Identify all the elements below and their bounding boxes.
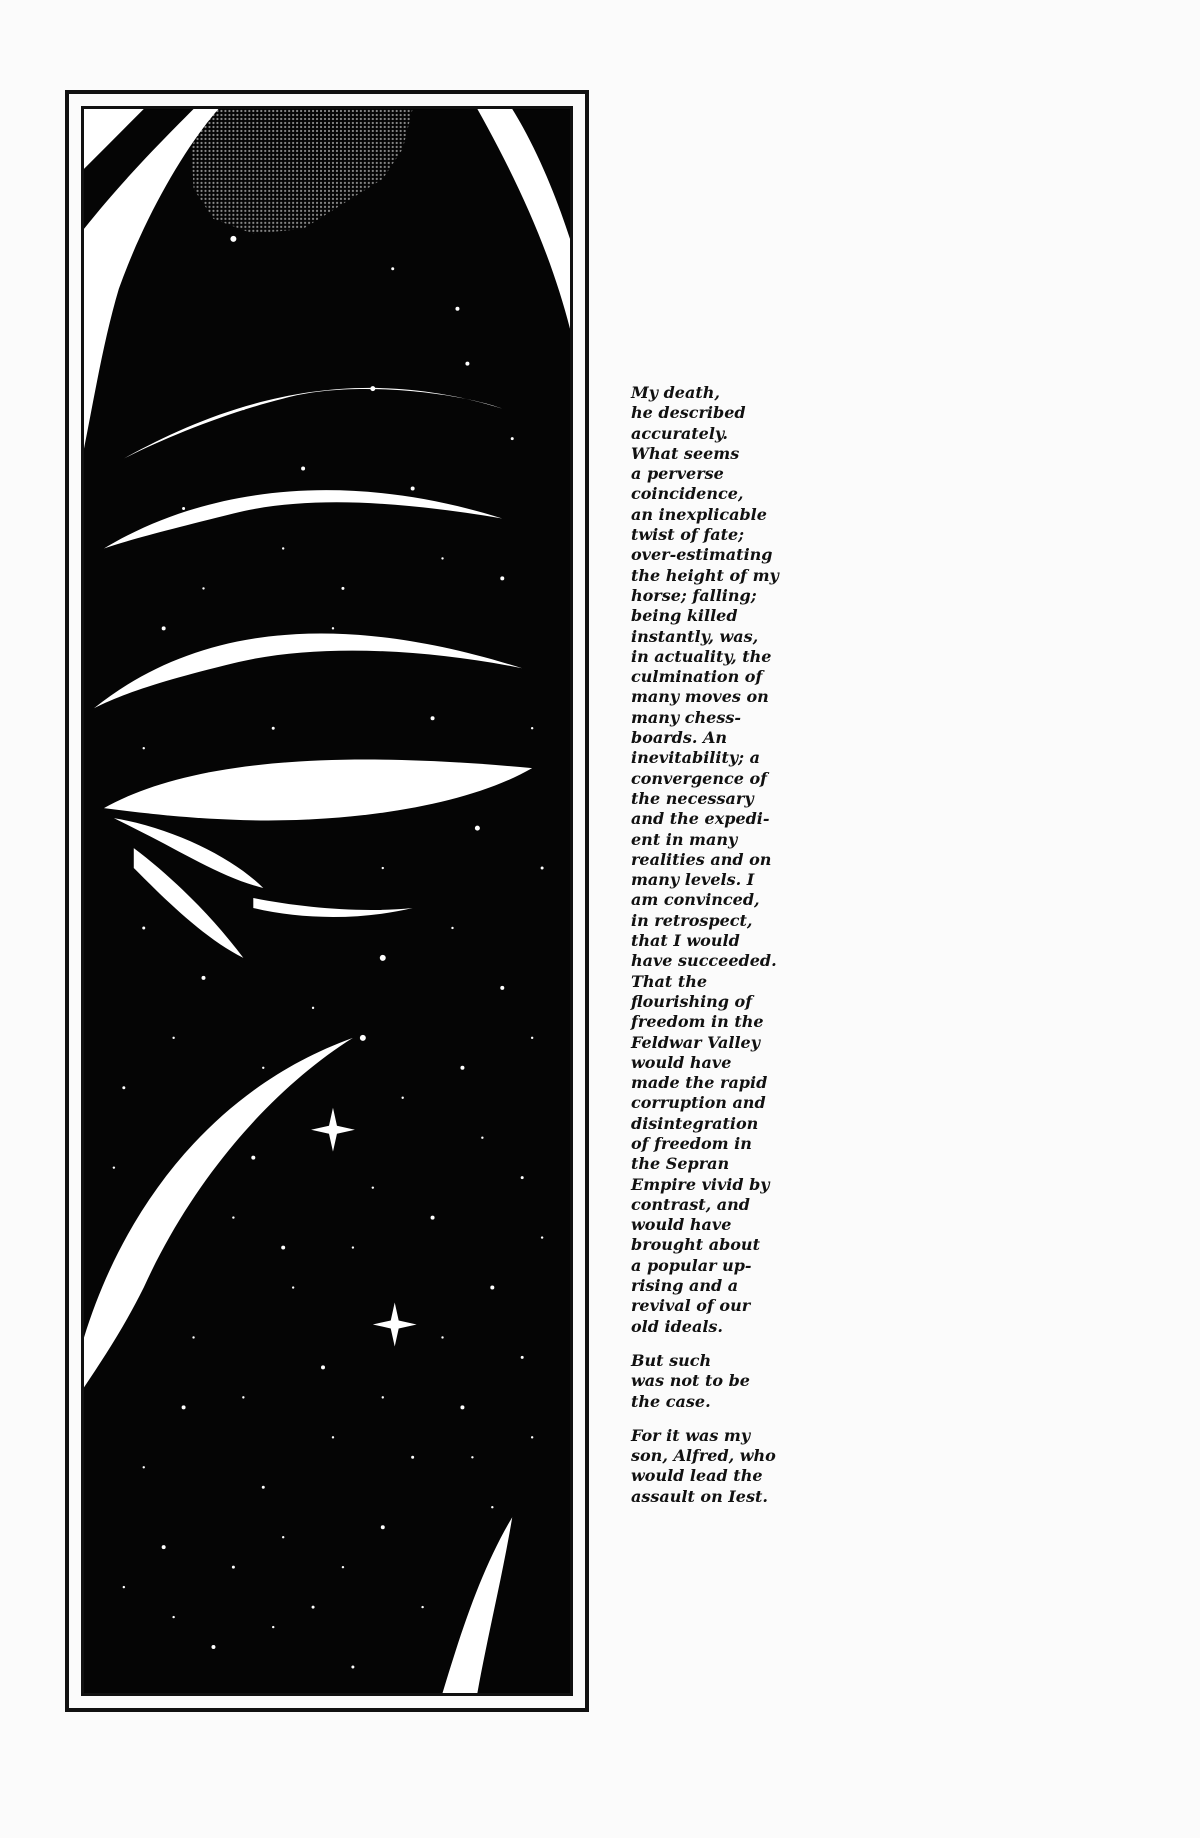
illustration-panel xyxy=(81,106,573,1696)
starfield-eye-illustration xyxy=(84,109,570,1693)
caption-paragraph: But such was not to be the case. xyxy=(631,1350,750,1411)
narration-caption xyxy=(631,383,801,1521)
caption-paragraph: For it was my son, Alfred, who would lead the assault on Iest. xyxy=(631,1425,776,1506)
caption-paragraph: My death, he described accurately. What seems a perverse coincidence, an inexplicable twist of fate; over-estimating the height of my horse; falling; being killed instantly, was, in actuality, the culmination of many moves on many chess- boards. An inevitability; a convergence of the necessary and the expedi- ent in many realities and on many levels. I am convinced, in retrospect, that I would have succeeded. That the flourishing of freedom in the Feldwar Valley would have made the rapid corruption and disintegration of freedom in the Sepran Empire vivid by contrast, and would have brought about a popular up- rising and a revival of our old ideals. xyxy=(631,383,779,1336)
illustration-panel-frame xyxy=(65,90,589,1712)
